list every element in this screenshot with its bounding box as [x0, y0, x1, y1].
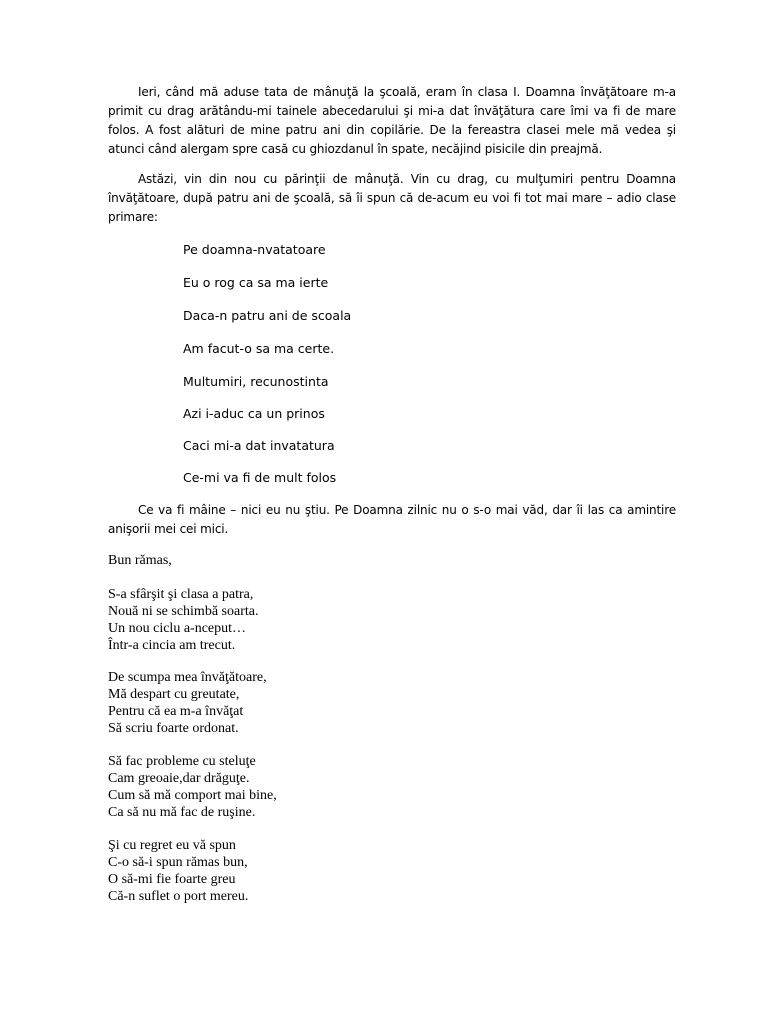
poem-stanza — [108, 669, 267, 737]
poem-stanza — [108, 837, 248, 905]
poem-line: C-o să-i spun rămas bun, — [108, 855, 248, 870]
paragraph-intro — [108, 83, 676, 159]
paragraph-today — [108, 170, 676, 227]
verse-line: Daca-n patru ani de scoala — [183, 308, 352, 323]
poem-line: Nouă ni se schimbă soarta. — [108, 604, 259, 619]
paragraph-today-text: Astăzi, vin din nou cu părinţii de mânuţă. Vin cu drag, cu mulţumiri pentru Doamna învăţătoare, după patru ani de şcoală, să îi spun că de-acum eu voi fi tot mai mare – adio clase primare: — [108, 172, 676, 224]
paragraph-tomorrow-text: Ce va fi mâine – nici eu nu ştiu. Pe Doamna zilnic nu o s-o mai văd, dar îi las ca amintire anişorii mei cei mici. — [108, 503, 676, 536]
paragraph-tomorrow — [108, 501, 676, 539]
poem-line: Mă despart cu greutate, — [108, 687, 240, 702]
poem-line: Cam greoaie,dar drăguţe. — [108, 771, 250, 786]
poem-line: Într-a cincia am trecut. — [108, 638, 236, 653]
poem-line: Un nou ciclu a-nceput… — [108, 621, 247, 636]
greeting: Bun rămas, — [108, 553, 172, 568]
poem-line: Pentru că ea m-a învăţat — [108, 704, 244, 719]
poem-line: Şi cu regret eu vă spun — [108, 838, 236, 853]
verse-line: Azi i-aduc ca un prinos — [183, 406, 325, 421]
poem-line: S-a sfârşit şi clasa a patra, — [108, 587, 254, 602]
poem-line: Cum să mă comport mai bine, — [108, 788, 277, 803]
verse-line: Ce-mi va fi de mult folos — [183, 470, 337, 485]
poem-line: Că-n suflet o port mereu. — [108, 889, 249, 904]
poem-line: Să scriu foarte ordonat. — [108, 721, 239, 736]
paragraph-intro-text: Ieri, când mă aduse tata de mânuţă la şcoală, eram în clasa I. Doamna învăţătoare m-a primit cu drag arătându-mi tainele abecedarului şi mi-a dat învăţătura care îmi va fi de mare folos. A fost alături de mine patru ani din copilărie. De la fereastra clasei mele mă vedea şi atunci când alergam spre casă cu ghiozdanul în spate, necăjind pisicile din preajmă. — [108, 85, 676, 156]
verse-line: Eu o rog ca sa ma ierte — [183, 275, 329, 290]
verse-line: Caci mi-a dat invatatura — [183, 438, 335, 453]
verse-line: Multumiri, recunostinta — [183, 374, 329, 389]
verse-line: Pe doamna-nvatatoare — [183, 242, 326, 257]
poem-line: Să fac probleme cu steluţe — [108, 754, 256, 769]
poem-line: De scumpa mea învăţătoare, — [108, 670, 267, 685]
poem-stanza — [108, 753, 277, 821]
poem-line: Ca să nu mă fac de ruşine. — [108, 805, 256, 820]
verse-line: Am facut-o sa ma certe. — [183, 341, 335, 356]
poem-line: O să-mi fie foarte greu — [108, 872, 236, 887]
poem-stanza — [108, 586, 258, 654]
